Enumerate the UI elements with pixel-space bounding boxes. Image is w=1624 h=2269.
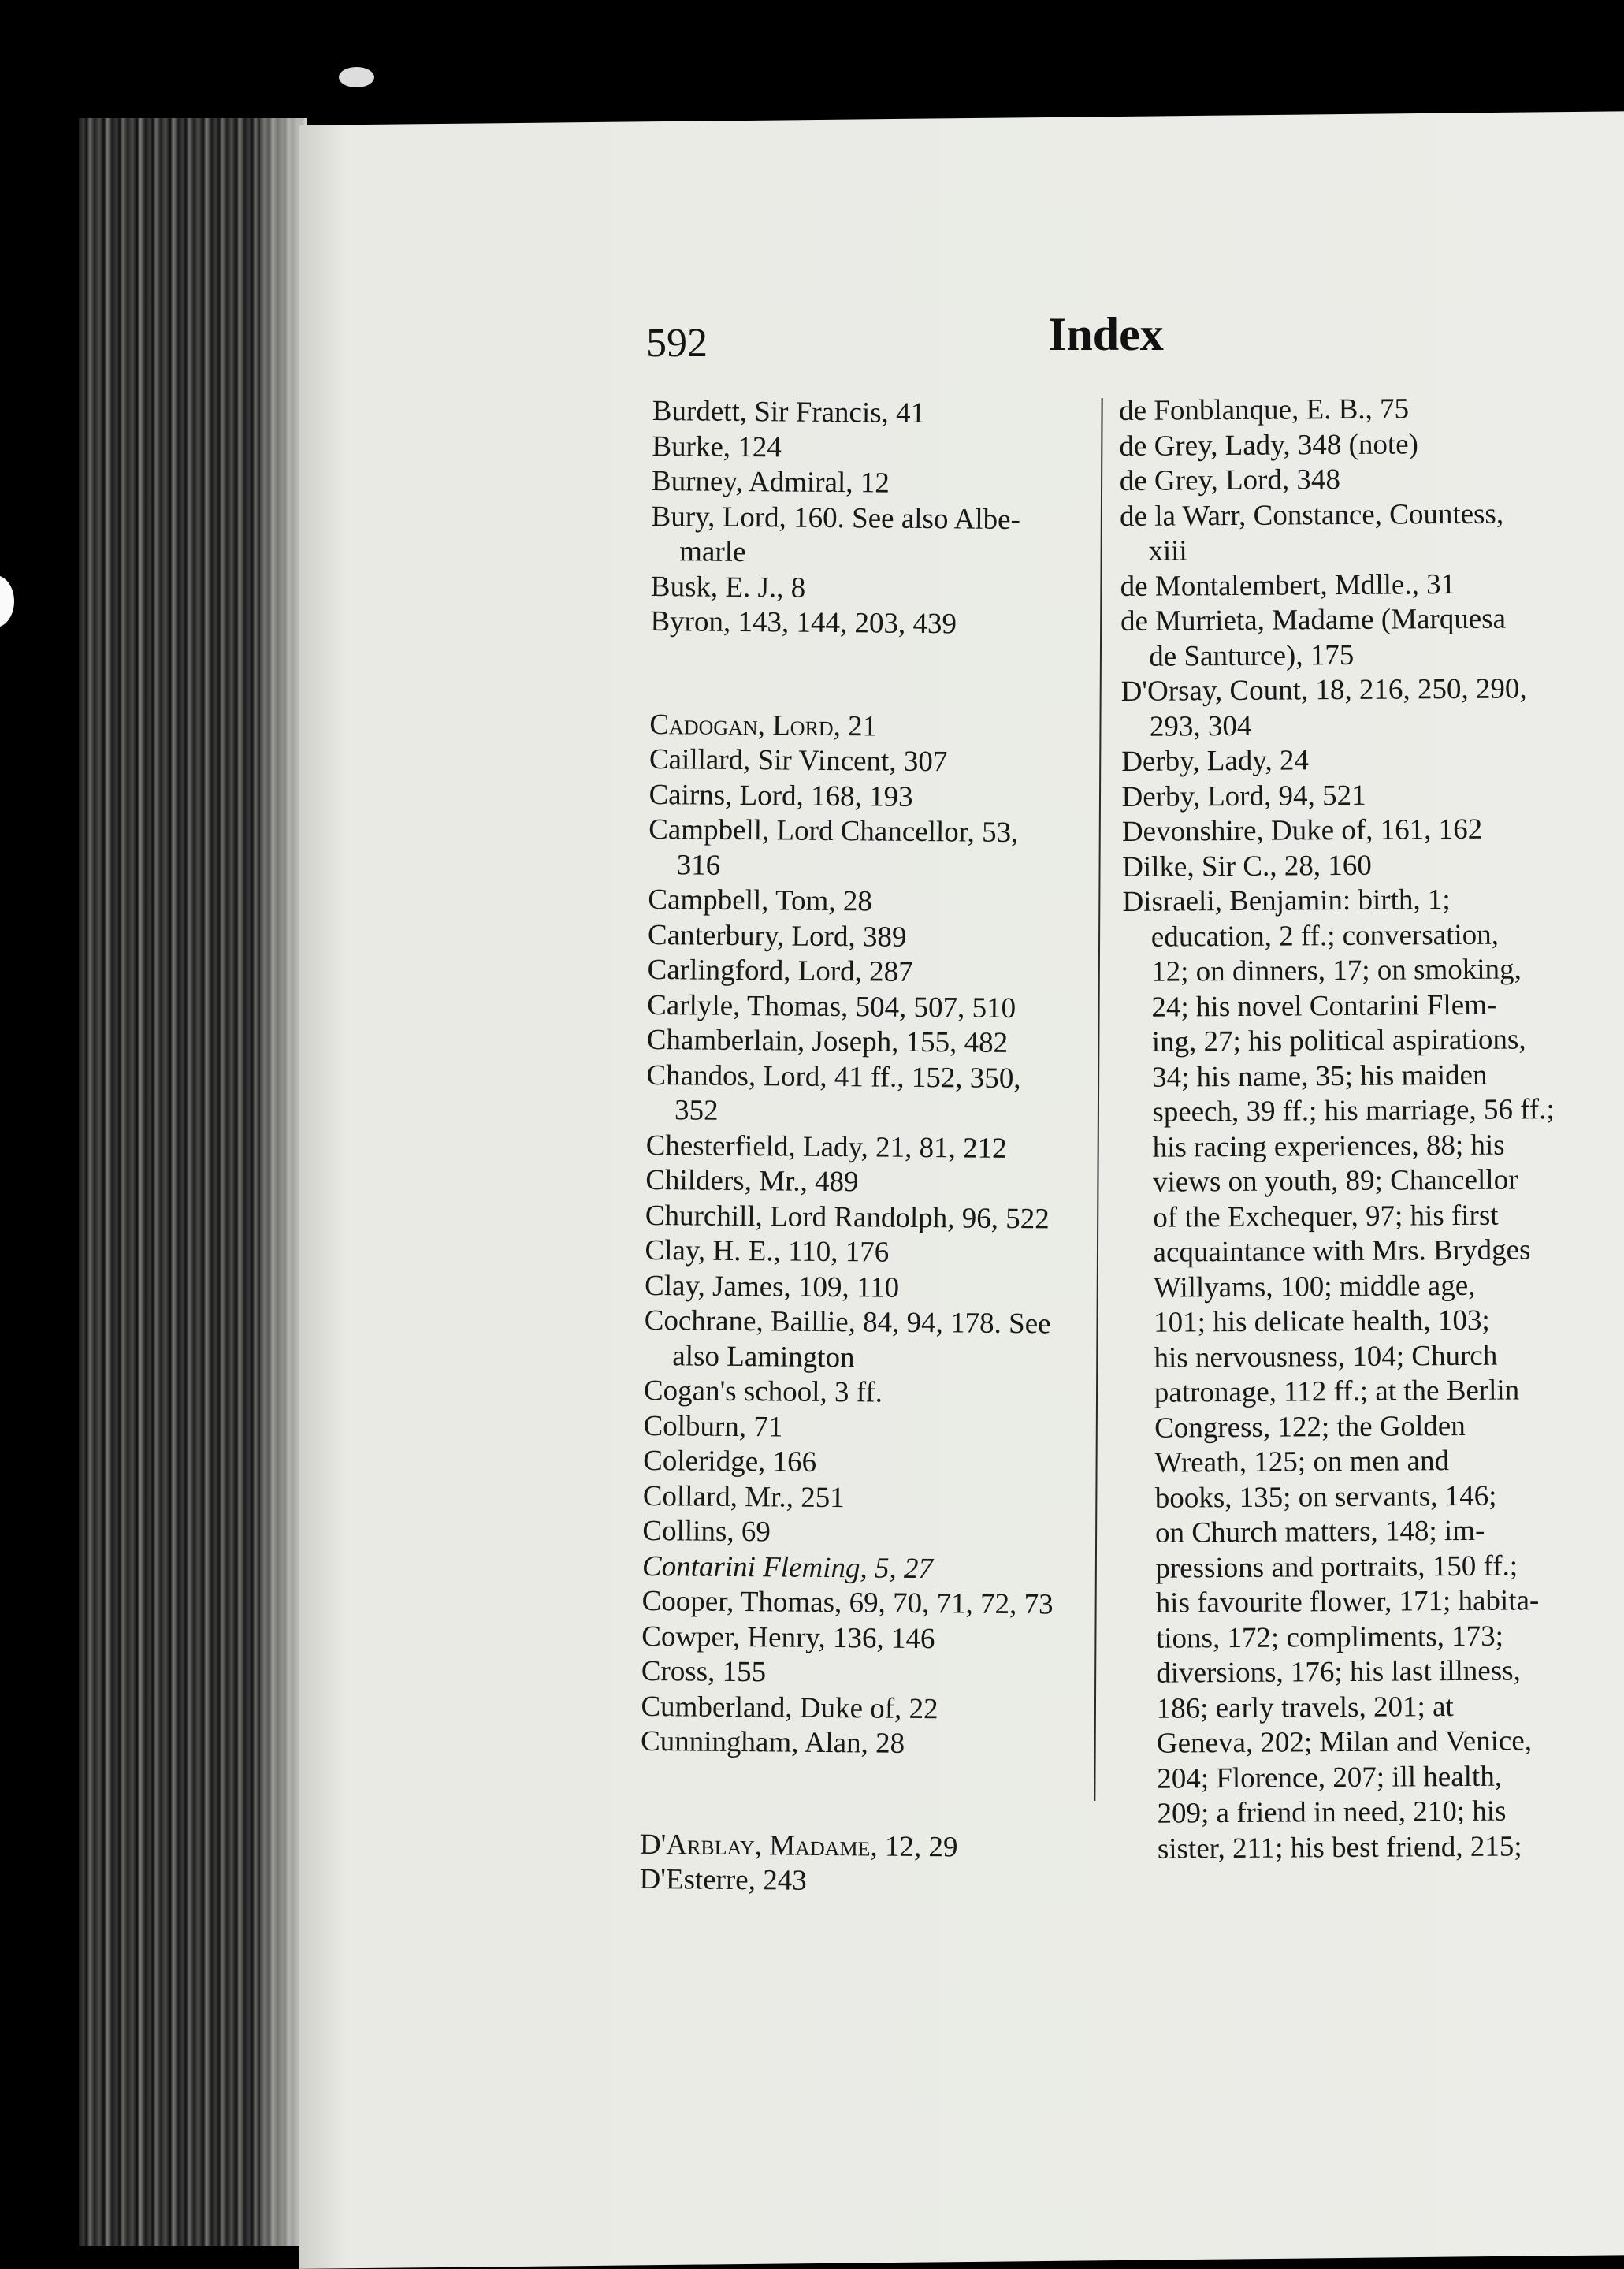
index-entry: Bury, Lord, 160. See also Albe- xyxy=(651,500,1021,536)
index-entry: D'Arblay, Madame, 12, 29 xyxy=(639,1828,958,1863)
index-entry: Childers, Mr., 489 xyxy=(645,1163,859,1199)
index-entry-continuation: diversions, 176; his last illness, xyxy=(1156,1654,1521,1690)
scan-artifact-dot xyxy=(0,575,14,627)
index-entry: Chamberlain, Joseph, 155, 482 xyxy=(646,1023,1009,1059)
index-entry-continuation: 293, 304 xyxy=(1149,709,1252,743)
index-entry: Cairns, Lord, 168, 193 xyxy=(648,778,913,813)
index-entry: Campbell, Lord Chancellor, 53, xyxy=(648,813,1019,850)
index-entry: Clay, H. E., 110, 176 xyxy=(645,1233,890,1269)
index-entry: Contarini Fleming, 5, 27 xyxy=(641,1549,934,1585)
index-entry: Chandos, Lord, 41 ff., 152, 350, xyxy=(646,1058,1021,1095)
index-entry-continuation: Congress, 122; the Golden xyxy=(1154,1409,1466,1445)
index-entry: Devonshire, Duke of, 161, 162 xyxy=(1121,813,1483,848)
index-entry: Colburn, 71 xyxy=(643,1409,783,1443)
index-entry: Cooper, Thomas, 69, 70, 71, 72, 73 xyxy=(641,1584,1054,1621)
index-entry: D'Orsay, Count, 18, 216, 250, 290, xyxy=(1120,672,1527,708)
index-entry-continuation: also Lamington xyxy=(672,1339,855,1374)
page-number: 592 xyxy=(646,321,708,366)
index-entry-continuation: Willyams, 100; middle age, xyxy=(1153,1269,1476,1304)
index-entry-continuation: patronage, 112 ff.; at the Berlin xyxy=(1154,1374,1520,1409)
index-entry-continuation: 209; a friend in need, 210; his xyxy=(1157,1795,1507,1830)
index-entry-continuation: on Church matters, 148; im- xyxy=(1154,1514,1485,1549)
index-entry: de Montalembert, Mdlle., 31 xyxy=(1120,567,1456,603)
section-gap xyxy=(640,1759,1082,1831)
index-entry: Cowper, Henry, 136, 146 xyxy=(641,1620,935,1655)
index-entry: Burney, Admiral, 12 xyxy=(651,464,890,500)
index-entry: Derby, Lord, 94, 521 xyxy=(1121,779,1366,813)
index-entry-continuation: of the Exchequer, 97; his first xyxy=(1153,1199,1499,1234)
index-entry-continuation: 352 xyxy=(674,1094,719,1127)
index-entry: Burke, 124 xyxy=(652,430,782,463)
index-entry: Coleridge, 166 xyxy=(643,1444,817,1479)
index-entry: D'Esterre, 243 xyxy=(639,1862,807,1897)
index-entry-continuation: 24; his novel Contarini Flem- xyxy=(1151,988,1497,1024)
index-entry: Cochrane, Baillie, 84, 94, 178. See xyxy=(644,1304,1051,1341)
index-entry-continuation: xiii xyxy=(1148,534,1187,567)
index-entry: Cadogan, Lord, 21 xyxy=(649,708,878,743)
index-entry: Campbell, Tom, 28 xyxy=(648,883,873,918)
index-entry: de Grey, Lady, 348 (note) xyxy=(1119,427,1419,463)
index-entry: Collins, 69 xyxy=(642,1514,771,1549)
scan-artifact xyxy=(339,67,374,87)
index-entry: Cogan's school, 3 ff. xyxy=(643,1374,883,1409)
index-entry-continuation: views on youth, 89; Chancellor xyxy=(1152,1163,1518,1199)
page-title: Index xyxy=(1048,308,1164,360)
index-entry-continuation: his favourite flower, 171; habita- xyxy=(1155,1584,1540,1620)
index-entry: Cunningham, Alan, 28 xyxy=(640,1724,905,1760)
index-column-left xyxy=(639,394,1094,1901)
index-entry-continuation: 186; early travels, 201; at xyxy=(1156,1690,1454,1725)
index-entry: Carlyle, Thomas, 504, 507, 510 xyxy=(647,988,1016,1025)
index-entry: Cumberland, Duke of, 22 xyxy=(641,1690,938,1725)
index-entry: Dilke, Sir C., 28, 160 xyxy=(1122,849,1372,883)
index-entry: Cross, 155 xyxy=(641,1654,767,1689)
index-entry: Caillard, Sir Vincent, 307 xyxy=(648,742,948,779)
index-entry-continuation: de Santurce), 175 xyxy=(1149,638,1355,673)
page-header xyxy=(646,299,1592,378)
index-entry-continuation: 34; his name, 35; his maiden xyxy=(1151,1058,1488,1094)
index-entry: Carlingford, Lord, 287 xyxy=(647,953,913,988)
index-entry: Collard, Mr., 251 xyxy=(642,1479,845,1514)
index-entry-continuation: marle xyxy=(679,535,746,569)
index-entry: de Murrieta, Madame (Marquesa xyxy=(1120,602,1507,638)
index-entry-continuation: education, 2 ff.; conversation, xyxy=(1150,918,1500,954)
index-entry: Chesterfield, Lady, 21, 81, 212 xyxy=(645,1129,1007,1165)
index-entry: Busk, E. J., 8 xyxy=(650,570,806,604)
index-column-right xyxy=(1119,391,1618,1867)
index-entry: Canterbury, Lord, 389 xyxy=(647,918,907,954)
index-entry-continuation: Geneva, 202; Milan and Venice, xyxy=(1156,1724,1533,1760)
section-gap xyxy=(650,639,1092,711)
index-entry: de la Warr, Constance, Countess, xyxy=(1119,497,1504,533)
index-entry: de Grey, Lord, 348 xyxy=(1119,463,1341,497)
index-entry-continuation: 316 xyxy=(676,848,721,882)
index-entry-continuation: his nervousness, 104; Church xyxy=(1154,1339,1498,1374)
index-entry-continuation: his racing experiences, 88; his xyxy=(1152,1129,1505,1164)
index-entry: de Fonblanque, E. B., 75 xyxy=(1119,392,1410,427)
index-entry-continuation: books, 135; on servants, 146; xyxy=(1154,1479,1497,1515)
index-entry-continuation: ing, 27; his political aspirations, xyxy=(1151,1023,1526,1058)
index-entry: Disraeli, Benjamin: birth, 1; xyxy=(1122,883,1451,918)
index-entry: Clay, James, 109, 110 xyxy=(644,1269,900,1304)
index-entry-continuation: acquaintance with Mrs. Brydges xyxy=(1153,1233,1531,1269)
index-entry-continuation: 204; Florence, 207; ill health, xyxy=(1157,1760,1503,1795)
index-entry-continuation: speech, 39 ff.; his marriage, 56 ff.; xyxy=(1152,1093,1555,1129)
index-entry-continuation: tions, 172; compliments, 173; xyxy=(1155,1620,1504,1655)
index-entry-continuation: Wreath, 125; on men and xyxy=(1154,1445,1450,1479)
index-entry: Derby, Lady, 24 xyxy=(1121,744,1310,778)
index-entry: Burdett, Sir Francis, 41 xyxy=(652,394,926,430)
index-entry-continuation: sister, 211; his best friend, 215; xyxy=(1157,1829,1522,1865)
index-entry: Churchill, Lord Randolph, 96, 522 xyxy=(645,1199,1050,1235)
book-page-edges xyxy=(79,118,307,2246)
index-entry: Byron, 143, 144, 203, 439 xyxy=(650,604,957,641)
index-entry-continuation: 12; on dinners, 17; on smoking, xyxy=(1150,953,1522,988)
index-entry-continuation: 101; his delicate health, 103; xyxy=(1154,1304,1490,1339)
index-entry-continuation: pressions and portraits, 150 ff.; xyxy=(1155,1549,1518,1585)
